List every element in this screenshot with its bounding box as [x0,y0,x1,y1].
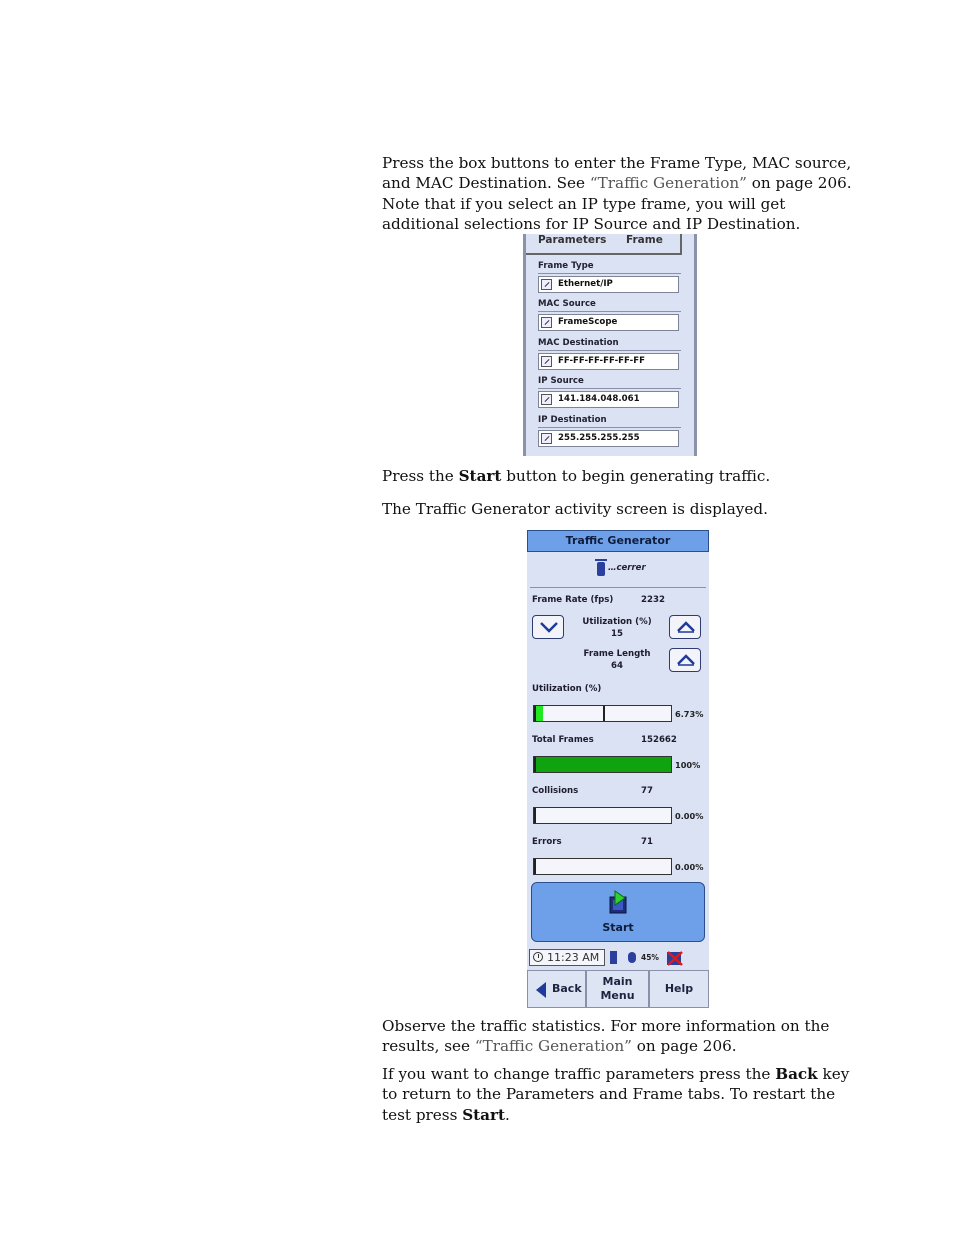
ip-source-field[interactable] [538,391,679,408]
help-button[interactable]: Help [649,970,709,1008]
total-frames-bar [533,756,672,773]
utilization-control-label: Utilization (%) [582,617,652,627]
frame-type-value: Ethernet/IP [558,279,613,289]
total-frames-percent: 100% [675,760,701,770]
tab-edge [680,234,682,255]
start-icon [607,889,631,915]
separator [538,427,681,428]
traffic-generation-link[interactable]: “Traffic Generation” [474,1037,632,1056]
errors-percent: 0.00% [675,862,704,872]
collisions-bar [533,807,672,824]
decrease-button[interactable] [532,615,564,639]
chevron-up-icon [676,654,696,666]
observe-paragraph: Observe the traffic statistics. For more information on the results, see “Traffic Generation” on page 206. [382,1017,830,1056]
frame-length-value: 64 [611,661,623,671]
edit-icon [541,279,552,290]
total-frames-bar-fill [534,757,671,772]
frame-length-control [577,648,657,672]
collisions-percent: 0.00% [675,811,704,821]
change-parameters-paragraph: If you want to change traffic parameters press the Back key to return to the Parameters and Frame tabs. To restart the test press Start. [382,1065,850,1124]
ip-destination-field[interactable] [538,430,679,447]
chevron-down-icon [539,621,559,633]
separator [538,273,681,274]
collisions-label: Collisions [532,786,579,796]
mac-destination-value: FF-FF-FF-FF-FF-FF [558,356,645,366]
ip-source-value: 141.184.048.061 [558,394,640,404]
collisions-value: 77 [641,786,653,796]
increase-frame-length-button[interactable] [669,648,701,672]
logo-text: …cerrer [608,563,646,573]
separator [538,311,681,312]
errors-bar [533,858,672,875]
frame-type-field[interactable] [538,276,679,293]
mac-source-value: FrameScope [558,317,618,327]
separator [538,388,681,389]
back-label: Back [552,982,582,995]
bar-start [534,757,536,772]
frame-rate-label: Frame Rate (fps) [532,595,614,605]
ip-source-label: IP Source [538,376,584,386]
tab-parameters[interactable]: Parameters [538,234,607,246]
edit-icon [541,433,552,444]
intro-paragraph: Press the box buttons to enter the Frame Type, MAC source, and MAC Destination. See “Traffic Generation” on page 206. Note that if you select an IP type frame, you will get additional selections for IP Source and IP Destination. [382,154,852,234]
clock [529,949,605,966]
edit-icon [541,356,552,367]
tab-underline [526,253,680,255]
tab-frame[interactable]: Frame [626,234,663,246]
divider [530,587,706,588]
utilization-control [577,616,657,640]
network-status-icon [665,949,685,967]
total-frames-label: Total Frames [532,735,594,745]
chevron-up-icon [676,621,696,633]
start-instruction: Press the Start button to begin generating traffic. [382,467,771,485]
logo-row [527,554,709,588]
nav-bar [527,970,709,1008]
bar-start [534,706,536,721]
utilization-marker [603,706,605,721]
errors-label: Errors [532,837,562,847]
bar-start [534,808,536,823]
screen-displayed-text: The Traffic Generator activity screen is displayed. [382,500,768,518]
mac-source-label: MAC Source [538,299,596,309]
frame-type-label: Frame Type [538,261,594,271]
utilization-control-value: 15 [611,629,623,639]
frame-settings-panel [523,234,697,456]
mac-source-field[interactable] [538,314,679,331]
frame-rate-value: 2232 [641,595,665,605]
main-menu-line2: Menu [600,989,635,1002]
traffic-generation-link[interactable]: “Traffic Generation” [589,174,747,193]
start-label: Start [602,921,634,934]
clock-icon [533,952,543,962]
separator [538,350,681,351]
battery-percent: 45% [641,953,659,962]
utilization-percent: 6.73% [675,709,704,719]
traffic-generator-screen [527,530,709,1008]
back-button[interactable] [527,970,586,1008]
battery-icon [610,951,617,964]
main-menu-button[interactable] [586,970,649,1008]
bar-start [534,859,536,874]
screen-title: Traffic Generator [527,530,709,552]
tab-bar [526,234,694,254]
mac-destination-label: MAC Destination [538,338,619,348]
errors-value: 71 [641,837,653,847]
frame-length-label: Frame Length [583,649,651,659]
utilization-bar [533,705,672,722]
ip-destination-label: IP Destination [538,415,607,425]
device-icon [597,562,605,576]
utilization-label: Utilization (%) [532,684,602,694]
total-frames-value: 152662 [641,735,677,745]
back-arrow-icon [534,981,548,999]
status-bar [527,947,709,969]
ip-destination-value: 255.255.255.255 [558,433,640,443]
increase-utilization-button[interactable] [669,615,701,639]
clock-time: 11:23 AM [547,951,600,964]
charge-icon [628,952,636,963]
edit-icon [541,394,552,405]
mac-destination-field[interactable] [538,353,679,370]
start-button[interactable] [531,882,705,942]
main-menu-line1: Main [602,975,633,988]
edit-icon [541,317,552,328]
